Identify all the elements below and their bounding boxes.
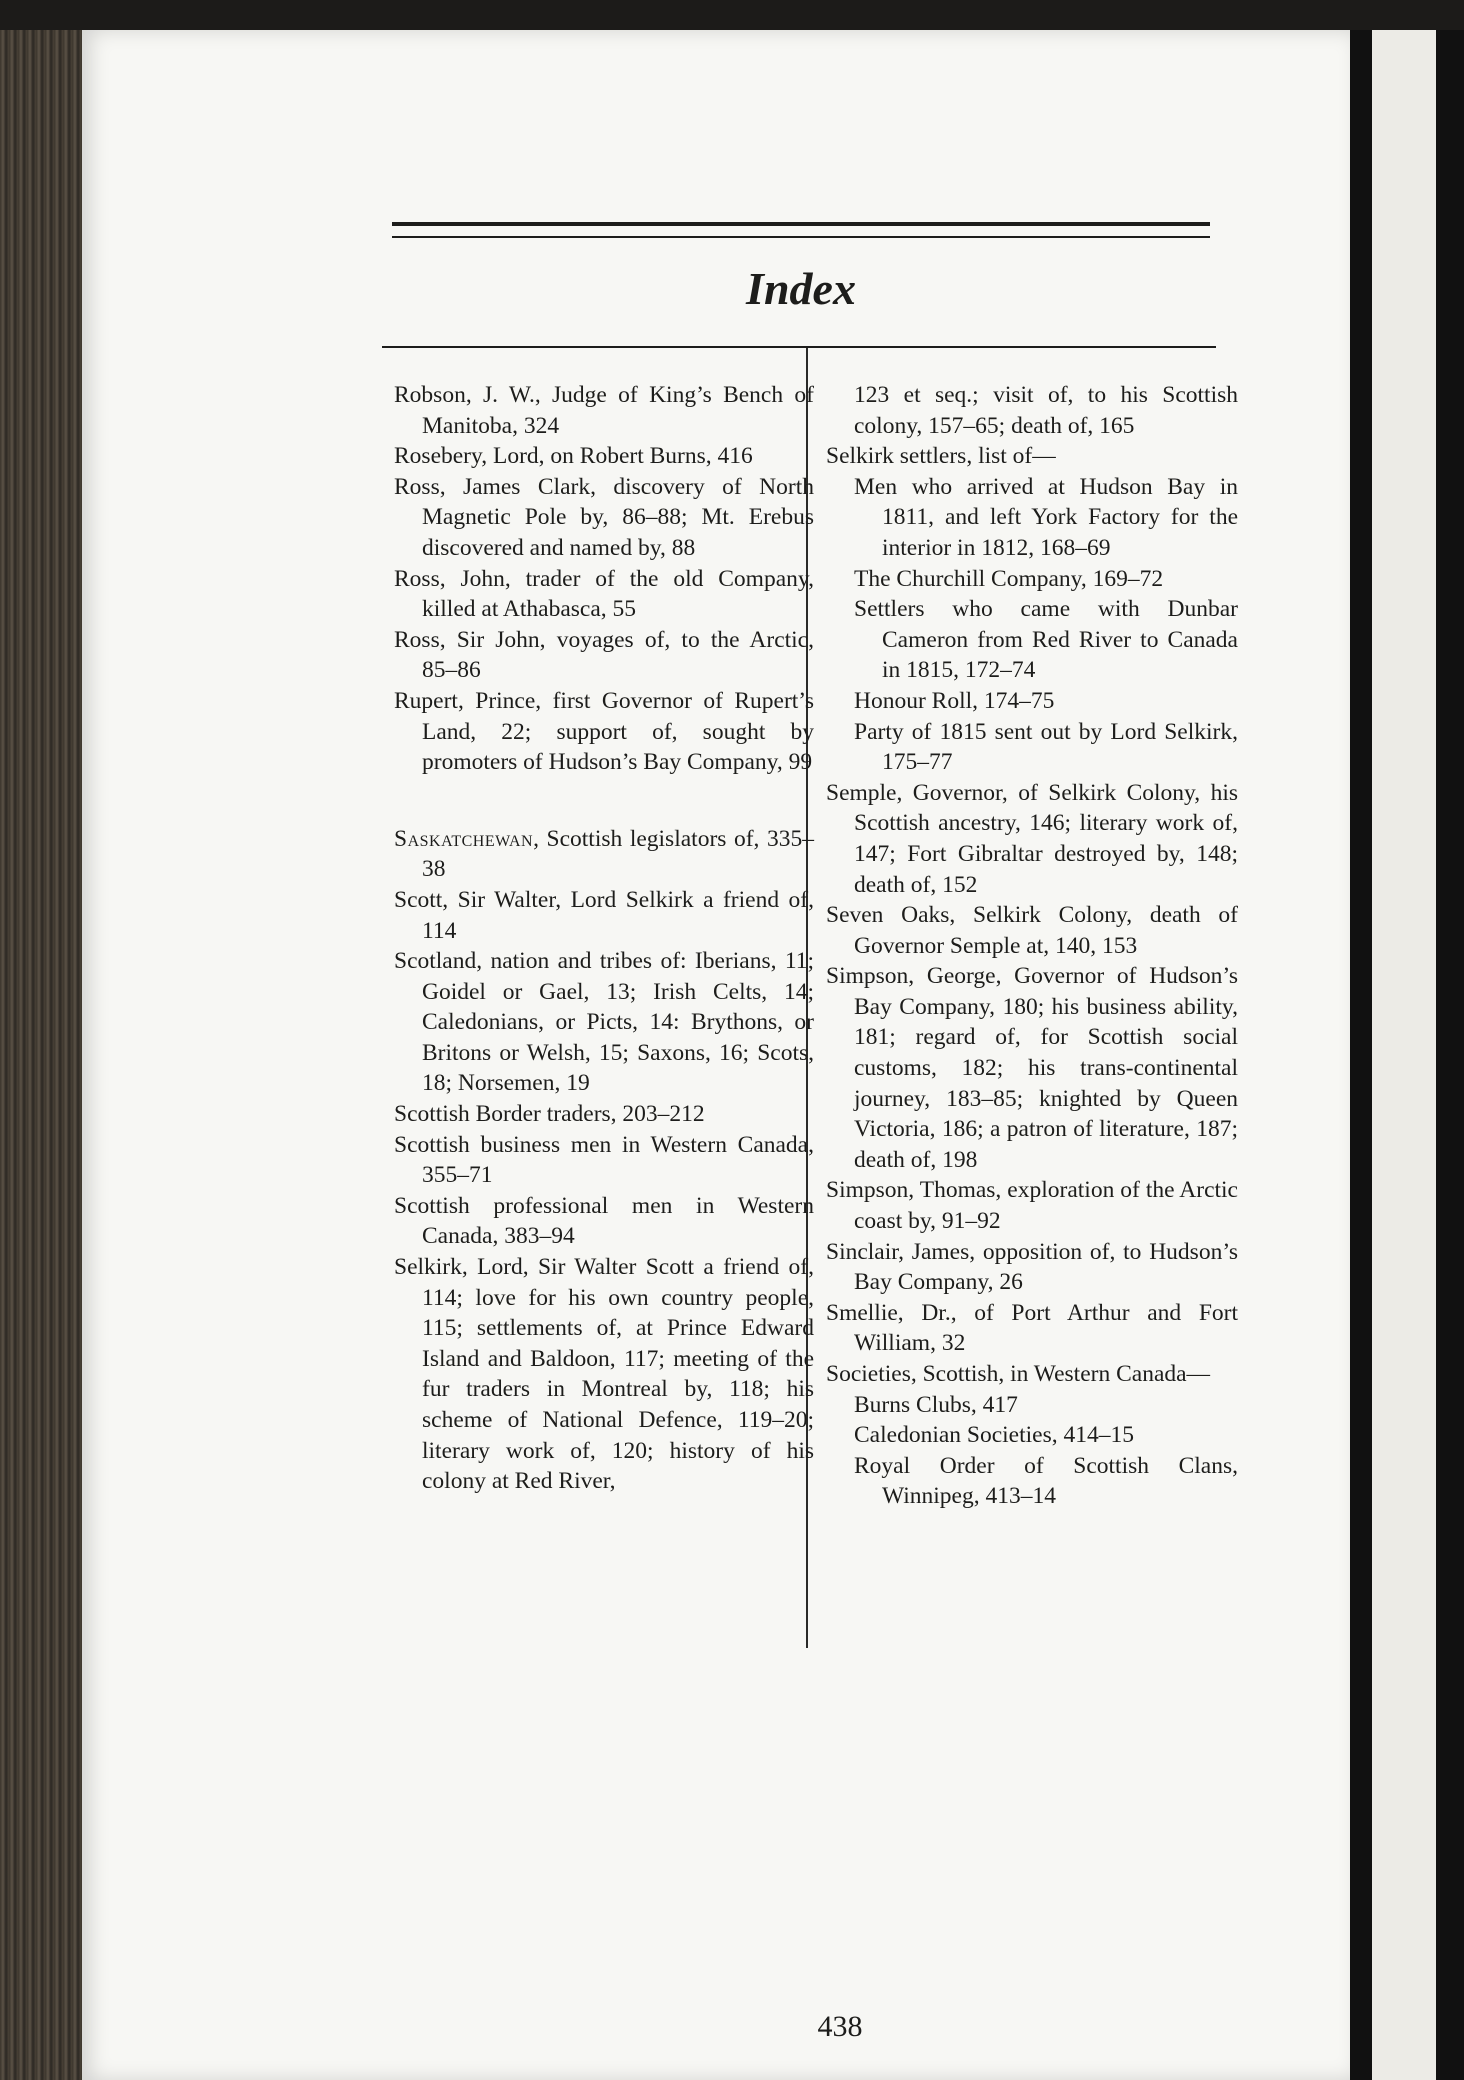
index-subentry: Honour Roll, 174–75 bbox=[854, 687, 1055, 714]
index-entry: Simpson, George, Governor of Hudson’s Bay Company, 180; his business ability, 181; regard of, for Scottish social customs, 182; his trans-continental journey, 183–85; knighted by Queen Victoria, 186; a patron of literature, 187; death of, 198 bbox=[826, 963, 1238, 1173]
page-number: 438 bbox=[817, 2010, 863, 2043]
index-entry: Scott, Sir Walter, Lord Selkirk a friend of, 114 bbox=[394, 886, 814, 944]
section-lead-word: Saskatchewan bbox=[394, 825, 534, 852]
index-entry: Smellie, Dr., of Port Arthur and Fort William, 32 bbox=[826, 1299, 1238, 1357]
index-column-right bbox=[826, 380, 1238, 1512]
index-subentry: Settlers who came with Dunbar Cameron from Red River to Canada in 1815, 172–74 bbox=[854, 596, 1238, 684]
index-subentry: Caledonian Societies, 414–15 bbox=[854, 1422, 1134, 1449]
header-rule-thick bbox=[392, 222, 1210, 226]
index-entry: Ross, John, trader of the old Company, killed at Athabasca, 55 bbox=[394, 565, 814, 623]
index-entry: Scottish professional men in Western Canada, 383–94 bbox=[394, 1192, 814, 1250]
index-entry: Rupert, Prince, first Governor of Rupert’s Land, 22; support of, sought by promoters of Hudson’s Bay Company, 99 bbox=[394, 687, 814, 776]
index-entry: Rosebery, Lord, on Robert Burns, 416 bbox=[394, 443, 753, 470]
index-entry bbox=[394, 824, 814, 885]
header-rule-thin bbox=[392, 236, 1210, 238]
index-entry: Scotland, nation and tribes of: Iberians, 11; Goidel or Gael, 13; Irish Celts, 14; Caledonians, or Picts, 14: Brythons, or Britons or Welsh, 15; Saxons, 16; Scots, 18; Norsemen, 19 bbox=[394, 948, 814, 1097]
index-entry-text: , Scottish legislators of, 335–38 bbox=[422, 825, 814, 883]
page-title: Index bbox=[746, 263, 856, 314]
index-entry: Sinclair, James, opposition of, to Hudson’s Bay Company, 26 bbox=[826, 1238, 1238, 1296]
index-entry-continuation: 123 et seq.; visit of, to his Scottish colony, 157–65; death of, 165 bbox=[854, 382, 1238, 439]
index-entry: Scottish Border traders, 203–212 bbox=[394, 1101, 705, 1128]
index-entry: Robson, J. W., Judge of King’s Bench of Manitoba, 324 bbox=[394, 382, 814, 439]
index-entry: Seven Oaks, Selkirk Colony, death of Governor Semple at, 140, 153 bbox=[826, 902, 1238, 959]
index-entry: Ross, Sir John, voyages of, to the Arctic, 85–86 bbox=[394, 626, 814, 684]
facing-page-edge bbox=[1372, 30, 1436, 2080]
index-entry: Selkirk, Lord, Sir Walter Scott a friend of, 114; love for his own country people, 115; settlements of, at Prince Edward Island and Baldoon, 117; meeting of the fur traders in Montreal by, 118; his scheme of National Defence, 119–20; literary work of, 120; history of his colony at Red River, bbox=[394, 1254, 814, 1495]
index-entry: Semple, Governor, of Selkirk Colony, his Scottish ancestry, 146; literary work of, 147; Fort Gibraltar destroyed by, 148; death of, 152 bbox=[826, 779, 1238, 898]
title-rule bbox=[382, 346, 1216, 348]
index-subentry: The Churchill Company, 169–72 bbox=[854, 565, 1164, 592]
index-subentry: Burns Clubs, 417 bbox=[854, 1391, 1018, 1418]
index-entry: Societies, Scottish, in Western Canada— bbox=[826, 1361, 1211, 1387]
index-subentry: Royal Order of Scottish Clans, Winnipeg, 413–14 bbox=[854, 1452, 1238, 1510]
index-subentry: Party of 1815 sent out by Lord Selkirk, 175–77 bbox=[854, 718, 1238, 776]
index-entry: Simpson, Thomas, exploration of the Arctic coast by, 91–92 bbox=[826, 1177, 1238, 1235]
book-edge bbox=[0, 30, 88, 2080]
index-column-left bbox=[394, 380, 814, 1497]
index-entry: Selkirk settlers, list of— bbox=[826, 443, 1056, 470]
letter-gap bbox=[394, 778, 814, 824]
index-subentry: Men who arrived at Hudson Bay in 1811, and left York Factory for the interior in 1812, 168–69 bbox=[854, 473, 1238, 561]
index-entry: Scottish business men in Western Canada, 355–71 bbox=[394, 1131, 814, 1189]
index-entry: Ross, James Clark, discovery of North Magnetic Pole by, 86–88; Mt. Erebus discovered and named by, 88 bbox=[394, 473, 814, 561]
